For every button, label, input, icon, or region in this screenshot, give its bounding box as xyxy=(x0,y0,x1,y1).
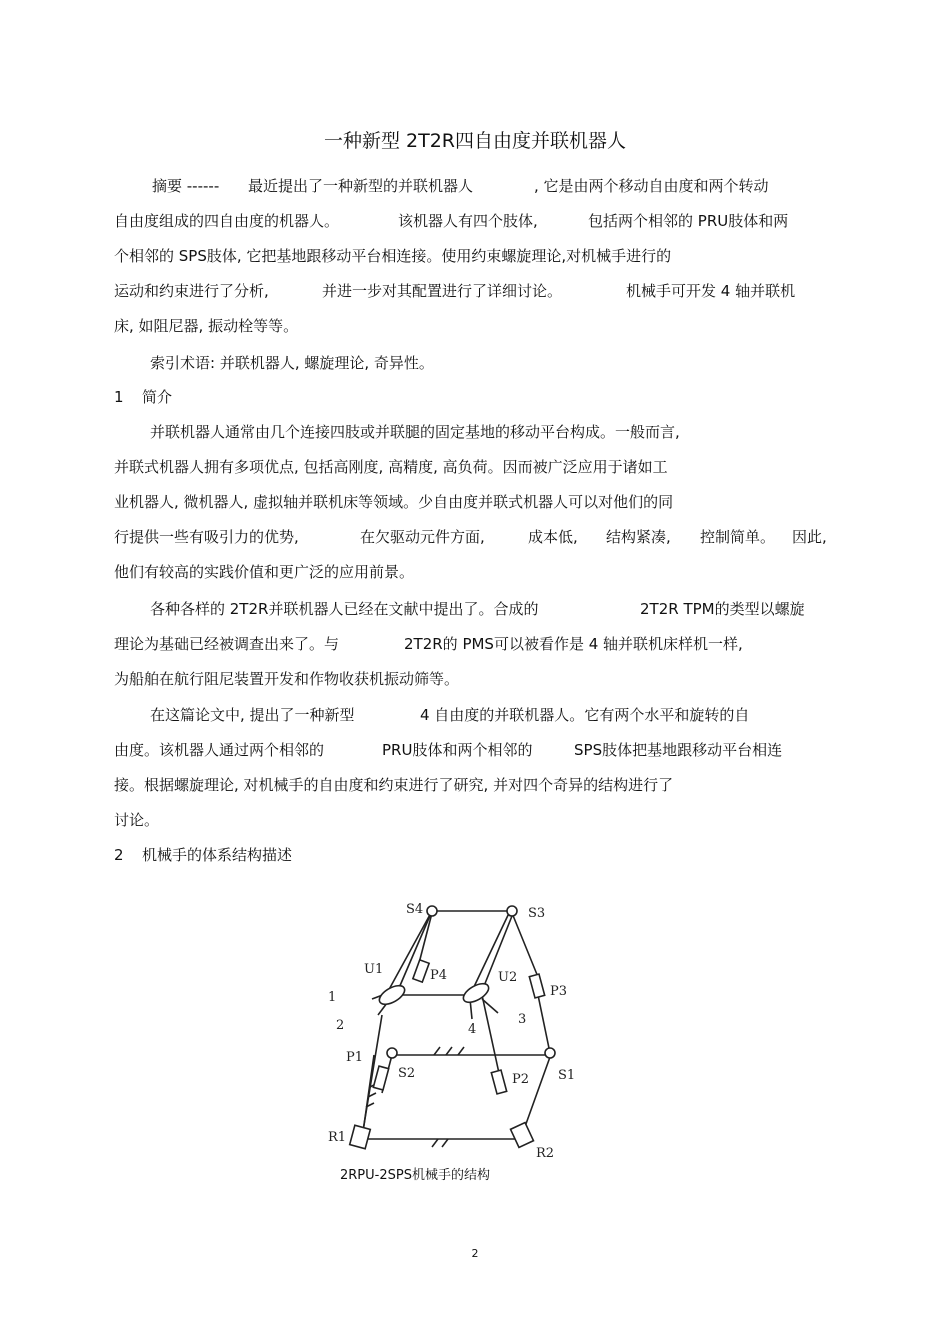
prismatic-p2 xyxy=(491,1070,506,1094)
abstract-line xyxy=(114,309,836,344)
hatch-mark xyxy=(446,1047,452,1055)
label-4: 4 xyxy=(468,1022,477,1037)
text-line xyxy=(114,485,836,520)
hatch-mark xyxy=(434,1047,440,1055)
text-segment: 他们有较高的实践价值和更广泛的应用前景。 xyxy=(114,563,415,581)
text-segment: 并联机器人通常由几个连接四肢或并联腿的固定基地的移动平台构成。一般而言, xyxy=(150,423,680,441)
text-segment: 运动和约束进行了分析, xyxy=(114,282,269,300)
text-line xyxy=(114,627,836,662)
text-segment: PRU肢体和两个相邻的 xyxy=(382,741,533,759)
text-line xyxy=(114,803,836,838)
text-line xyxy=(114,733,836,768)
keywords xyxy=(114,346,836,381)
label-u1: U1 xyxy=(364,962,384,977)
label-1: 1 xyxy=(328,990,337,1005)
text-segment: 成本低, xyxy=(528,528,578,546)
leg-s4-left xyxy=(386,911,432,995)
paragraph xyxy=(114,415,836,590)
text-segment: 并联式机器人拥有多项优点, 包括高刚度, 高精度, 高负荷。因而被广泛应用于诸如工 xyxy=(114,458,668,476)
text-line xyxy=(114,662,836,697)
text-segment: 包括两个相邻的 PRU肢体和两 xyxy=(588,212,789,230)
text-segment: 为船舶在航行阻尼装置开发和作物收获机振动筛等。 xyxy=(114,670,460,688)
section-number: 2 xyxy=(114,846,124,864)
leg-p3 xyxy=(512,913,538,977)
text-segment: 在这篇论文中, 提出了一种新型 xyxy=(150,706,355,724)
paragraph xyxy=(114,592,836,697)
text-line xyxy=(114,768,836,803)
text-segment: 自由度组成的四自由度的机器人。 xyxy=(114,212,340,230)
text-line xyxy=(114,555,836,590)
abstract-line xyxy=(114,274,836,309)
abstract-line xyxy=(114,169,836,204)
joint-s4 xyxy=(427,906,437,916)
text-segment: 接。根据螺旋理论, 对机械手的自由度和约束进行了研究, 并对四个奇异的结构进行了 xyxy=(114,776,674,794)
label-p2: P2 xyxy=(512,1072,530,1087)
text-segment: 行提供一些有吸引力的优势, xyxy=(114,528,299,546)
text-segment: 2T2R TPM的类型以螺旋 xyxy=(640,600,805,618)
text-segment: 4 自由度的并联机器人。它有两个水平和旋转的自 xyxy=(420,706,750,724)
text-segment: 机械手可开发 4 轴并联机 xyxy=(626,282,796,300)
text-line xyxy=(114,415,836,450)
text-segment: 该机器人有四个肢体, xyxy=(398,212,538,230)
label-p1: P1 xyxy=(346,1050,364,1065)
text-segment: 最近提出了一种新型的并联机器人 xyxy=(248,177,474,195)
label-s4: S4 xyxy=(406,902,424,917)
joint-u1 xyxy=(376,982,407,1008)
keywords-line xyxy=(114,346,836,381)
section-title: 机械手的体系结构描述 xyxy=(142,846,293,864)
joint-s3 xyxy=(507,906,517,916)
paper-title: 一种新型 2T2R四自由度并联机器人 xyxy=(323,130,627,152)
section-heading-2 xyxy=(114,838,414,873)
text-line xyxy=(114,592,836,627)
text-line xyxy=(114,450,836,485)
prismatic-p3 xyxy=(529,974,544,998)
label-s2: S2 xyxy=(398,1066,416,1081)
abstract-line xyxy=(114,204,836,239)
joint-s2 xyxy=(387,1048,397,1058)
label-3: 3 xyxy=(518,1012,527,1027)
leg-p3-lower xyxy=(538,995,550,1053)
page-number: 2 xyxy=(471,1247,479,1260)
abstract xyxy=(114,169,836,344)
label-r2: R2 xyxy=(536,1146,555,1161)
hatch-mark xyxy=(442,1139,448,1147)
text-segment: 并进一步对其配置进行了详细讨论。 xyxy=(322,282,563,300)
section-title: 简介 xyxy=(142,388,173,406)
text-segment: , 它是由两个移动自由度和两个转动 xyxy=(534,177,769,195)
text-segment: 2T2R的 PMS可以被看作是 4 轴并联机床样机一样, xyxy=(404,635,743,653)
figure-caption: 2RPU-2SPS机械手的结构 xyxy=(340,1168,490,1183)
text-segment: SPS肢体把基地跟移动平台相连 xyxy=(574,741,783,759)
keywords-text: 索引术语: 并联机器人, 螺旋理论, 奇异性。 xyxy=(150,354,434,372)
revolute-r2 xyxy=(511,1123,534,1148)
manipulator-diagram xyxy=(322,895,576,1175)
label-u2: U2 xyxy=(498,970,518,985)
label-2: 2 xyxy=(336,1018,345,1033)
text-segment: 业机器人, 微机器人, 虚拟轴并联机床等领域。少自由度并联式机器人可以对他们的同 xyxy=(114,493,674,511)
paragraph xyxy=(114,698,836,838)
text-line xyxy=(114,698,836,733)
text-segment: 各种各样的 2T2R并联机器人已经在文献中提出了。合成的 xyxy=(150,600,539,618)
text-segment: 讨论。 xyxy=(114,811,160,829)
section-number: 1 xyxy=(114,388,124,406)
text-segment: 理论为基础已经被调查出来了。与 xyxy=(114,635,340,653)
text-segment: 个相邻的 SPS肢体, 它把基地跟移动平台相连接。使用约束螺旋理论,对机械手进行的 xyxy=(114,247,672,265)
prismatic-p1 xyxy=(373,1066,388,1090)
abstract-label: 摘要 ------ xyxy=(152,177,220,195)
label-s3: S3 xyxy=(528,906,546,921)
joint-s1 xyxy=(545,1048,555,1058)
text-segment: 结构紧凑, xyxy=(606,528,671,546)
text-segment: 因此, xyxy=(792,528,827,546)
label-r1: R1 xyxy=(328,1130,347,1145)
text-segment: 控制简单。 xyxy=(700,528,776,546)
label-p4: P4 xyxy=(430,968,448,983)
text-line xyxy=(114,520,836,555)
text-segment: 床, 如阻尼器, 振动栓等等。 xyxy=(114,317,299,335)
hatch-mark xyxy=(432,1139,438,1147)
text-segment: 由度。该机器人通过两个相邻的 xyxy=(114,741,325,759)
leg-s4-right xyxy=(396,911,432,995)
hatch-mark xyxy=(458,1047,464,1055)
text-segment: 在欠驱动元件方面, xyxy=(360,528,485,546)
label-s1: S1 xyxy=(558,1068,576,1083)
section-heading-1 xyxy=(114,380,314,415)
abstract-line xyxy=(114,239,836,274)
revolute-r1 xyxy=(350,1125,371,1148)
prismatic-p4 xyxy=(413,960,429,982)
label-p3: P3 xyxy=(550,984,568,999)
